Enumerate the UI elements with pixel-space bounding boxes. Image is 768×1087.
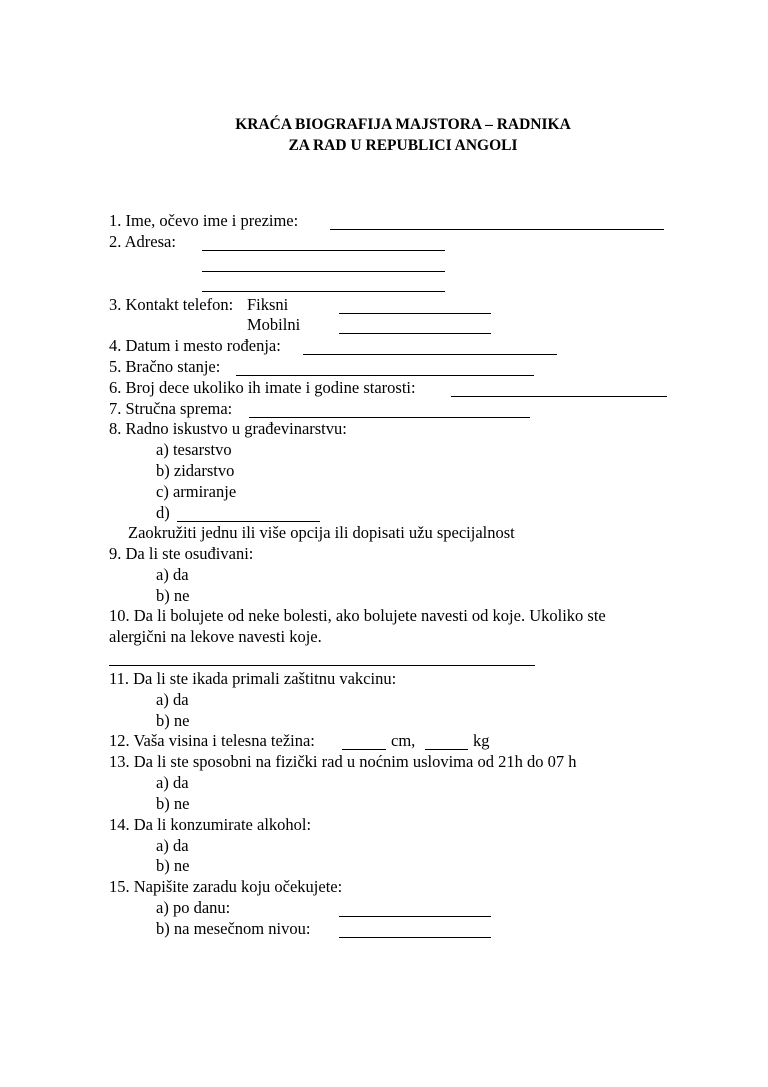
q8-option-c[interactable]: c) armiranje bbox=[156, 482, 237, 501]
q8-note: Zaokružiti jednu ili više opcija ili dopisati užu specijalnost bbox=[128, 523, 515, 542]
q12-cm-unit: cm, bbox=[391, 731, 416, 750]
q3-fixed-blank[interactable] bbox=[339, 313, 491, 314]
q12-height-blank[interactable] bbox=[342, 749, 386, 750]
q8-option-d-blank[interactable] bbox=[177, 521, 320, 522]
q8-option-b[interactable]: b) zidarstvo bbox=[156, 461, 235, 480]
q10-label-line1: 10. Da li bolujete od neke bolesti, ako bolujete navesti od koje. Ukoliko ste bbox=[109, 606, 606, 625]
q8-option-d[interactable]: d) bbox=[156, 503, 170, 522]
q15-option-b-label: b) na mesečnom nivou: bbox=[156, 919, 311, 938]
q3-fixed-label: Fiksni bbox=[247, 295, 289, 314]
q14-option-b[interactable]: b) ne bbox=[156, 856, 190, 875]
q15-label: 15. Napišite zaradu koju očekujete: bbox=[109, 877, 343, 896]
q4-answer-blank[interactable] bbox=[303, 354, 557, 355]
q8-option-a[interactable]: a) tesarstvo bbox=[156, 440, 232, 459]
q13-option-a[interactable]: a) da bbox=[156, 773, 189, 792]
q12-label: 12. Vaša visina i telesna težina: bbox=[109, 731, 315, 750]
q4-label: 4. Datum i mesto rođenja: bbox=[109, 336, 281, 355]
q11-option-b[interactable]: b) ne bbox=[156, 711, 190, 730]
q3-mobile-label: Mobilni bbox=[247, 315, 301, 334]
q2-address-blank-1[interactable] bbox=[202, 250, 445, 251]
q15-monthly-blank[interactable] bbox=[339, 937, 491, 938]
q13-option-b[interactable]: b) ne bbox=[156, 794, 190, 813]
q7-label: 7. Stručna sprema: bbox=[109, 399, 233, 418]
q13-label: 13. Da li ste sposobni na fizički rad u noćnim uslovima od 21h do 07 h bbox=[109, 752, 577, 771]
q15-option-a-label: a) po danu: bbox=[156, 898, 231, 917]
q7-answer-blank[interactable] bbox=[249, 417, 530, 418]
q14-label: 14. Da li konzumirate alkohol: bbox=[109, 815, 312, 834]
q3-mobile-blank[interactable] bbox=[339, 333, 491, 334]
q11-option-a[interactable]: a) da bbox=[156, 690, 189, 709]
q5-answer-blank[interactable] bbox=[236, 375, 534, 376]
q8-label: 8. Radno iskustvo u građevinarstvu: bbox=[109, 419, 347, 438]
q5-label: 5. Bračno stanje: bbox=[109, 357, 221, 376]
q2-address-blank-2[interactable] bbox=[202, 271, 445, 272]
q1-label: 1. Ime, očevo ime i prezime: bbox=[109, 211, 299, 230]
q9-option-b[interactable]: b) ne bbox=[156, 586, 190, 605]
q15-daily-blank[interactable] bbox=[339, 916, 491, 917]
q12-weight-blank[interactable] bbox=[425, 749, 468, 750]
q10-label-line2: alergični na lekove navesti koje. bbox=[109, 627, 322, 646]
q9-option-a[interactable]: a) da bbox=[156, 565, 189, 584]
q3-label: 3. Kontakt telefon: bbox=[109, 295, 234, 314]
q9-label: 9. Da li ste osuđivani: bbox=[109, 544, 254, 563]
q2-address-blank-3[interactable] bbox=[202, 291, 445, 292]
form-title: KRAĆA BIOGRAFIJA MAJSTORA – RADNIKA bbox=[235, 116, 571, 133]
q14-option-a[interactable]: a) da bbox=[156, 836, 189, 855]
q10-answer-blank[interactable] bbox=[109, 665, 535, 666]
q6-answer-blank[interactable] bbox=[451, 396, 667, 397]
q2-label: 2. Adresa: bbox=[109, 232, 176, 251]
form-subtitle: ZA RAD U REPUBLICI ANGOLI bbox=[288, 137, 518, 154]
q11-label: 11. Da li ste ikada primali zaštitnu vakcinu: bbox=[109, 669, 397, 688]
q1-answer-blank[interactable] bbox=[330, 229, 664, 230]
q6-label: 6. Broj dece ukoliko ih imate i godine starosti: bbox=[109, 378, 416, 397]
q12-kg-unit: kg bbox=[473, 731, 490, 750]
